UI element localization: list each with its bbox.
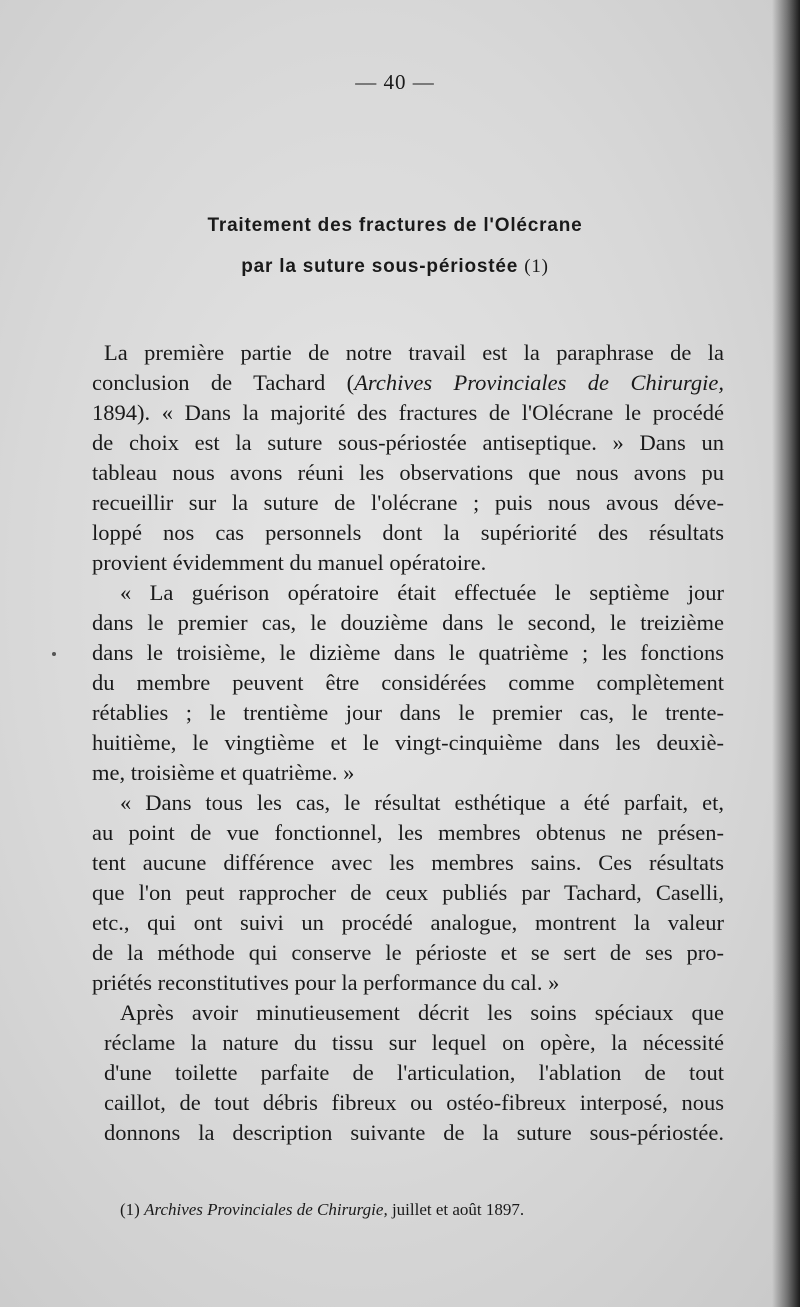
page-number: — 40 — — [355, 70, 435, 94]
p2-line-4: du membre peuvent être considérées comme complètement — [92, 670, 724, 695]
p3-line-5: etc., qui ont suivi un procédé analogue, montrent la valeur — [92, 910, 724, 935]
p1-line-2 — [92, 368, 724, 398]
p3-line-4: que l'on peut rapprocher de ceux publiés par Tachard, Caselli, — [92, 880, 724, 905]
p1-line-8: provient évidemment du manuel opératoire. — [92, 550, 487, 575]
p4-line-1: Après avoir minutieusement décrit les soins spéciaux que — [120, 1000, 724, 1025]
p1-line-6: recueillir sur la suture de l'olécrane ; puis nous avous déve- — [92, 490, 724, 515]
title-line-1: Traitement des fractures de l'Olécrane — [207, 215, 583, 236]
p2-line-2: dans le premier cas, le douzième dans le second, le treizième — [92, 610, 724, 635]
p4-line-2: réclame la nature du tissu sur lequel on opère, la nécessité — [104, 1030, 724, 1055]
footnote-number: (1) — [120, 1200, 140, 1219]
p2-line-3: dans le troisième, le dizième dans le quatrième ; les fonctions — [92, 640, 724, 665]
p2-line-5: rétablies ; le trentième jour dans le premier cas, le trente- — [92, 700, 724, 725]
speck — [52, 652, 56, 656]
p2-line-1: « La guérison opératoire était effectuée le septième jour — [120, 580, 724, 605]
p1-line-4: de choix est la suture sous-périostée antiseptique. » Dans un — [92, 430, 724, 455]
p3-line-1: « Dans tous les cas, le résultat esthétique a été parfait, et, — [120, 790, 724, 815]
title-line-2-text: par la suture sous-périostée — [241, 256, 519, 277]
p2-line-6: huitième, le vingtième et le vingt-cinquième dans les deuxiè- — [92, 730, 724, 755]
p1-line-5: tableau nous avons réuni les observations que nous avons pu — [92, 460, 724, 485]
footnote-source: Archives Provinciales de Chirurgie, — [144, 1200, 388, 1219]
page-edge-shadow — [772, 0, 800, 1307]
footnote-date: juillet et août 1897. — [391, 1200, 525, 1219]
p4-line-5: donnons la description suivante de la suture sous-périostée. — [104, 1120, 724, 1145]
footnote — [120, 1198, 524, 1222]
p2-line-7: me, troisième et quatrième. » — [92, 760, 355, 785]
p1-line-2-italic: Archives Provinciales de Chirurgie, — [354, 370, 724, 395]
p3-line-7: priétés reconstitutives pour la performance du cal. » — [92, 970, 560, 995]
p4-line-4: caillot, de tout débris fibreux ou ostéo-fibreux interposé, nous — [104, 1090, 724, 1115]
p1-line-7: loppé nos cas personnels dont la supériorité des résultats — [92, 520, 724, 545]
title-footnote-ref: (1) — [524, 256, 549, 277]
p1-line-1: La première partie de notre travail est la paraphrase de la — [104, 340, 724, 365]
p4-line-3: d'une toilette parfaite de l'articulation, l'ablation de tout — [104, 1060, 724, 1085]
title-line-2 — [0, 256, 790, 278]
p1-line-3: 1894). « Dans la majorité des fractures de l'Olécrane le procédé — [92, 400, 724, 425]
p3-line-6: de la méthode qui conserve le périoste et se sert de ses pro- — [92, 940, 724, 965]
p1-line-2-text: conclusion de Tachard ( — [92, 370, 355, 395]
p3-line-2: au point de vue fonctionnel, les membres obtenus ne présen- — [92, 820, 724, 845]
p3-line-3: tent aucune différence avec les membres sains. Ces résultats — [92, 850, 724, 875]
